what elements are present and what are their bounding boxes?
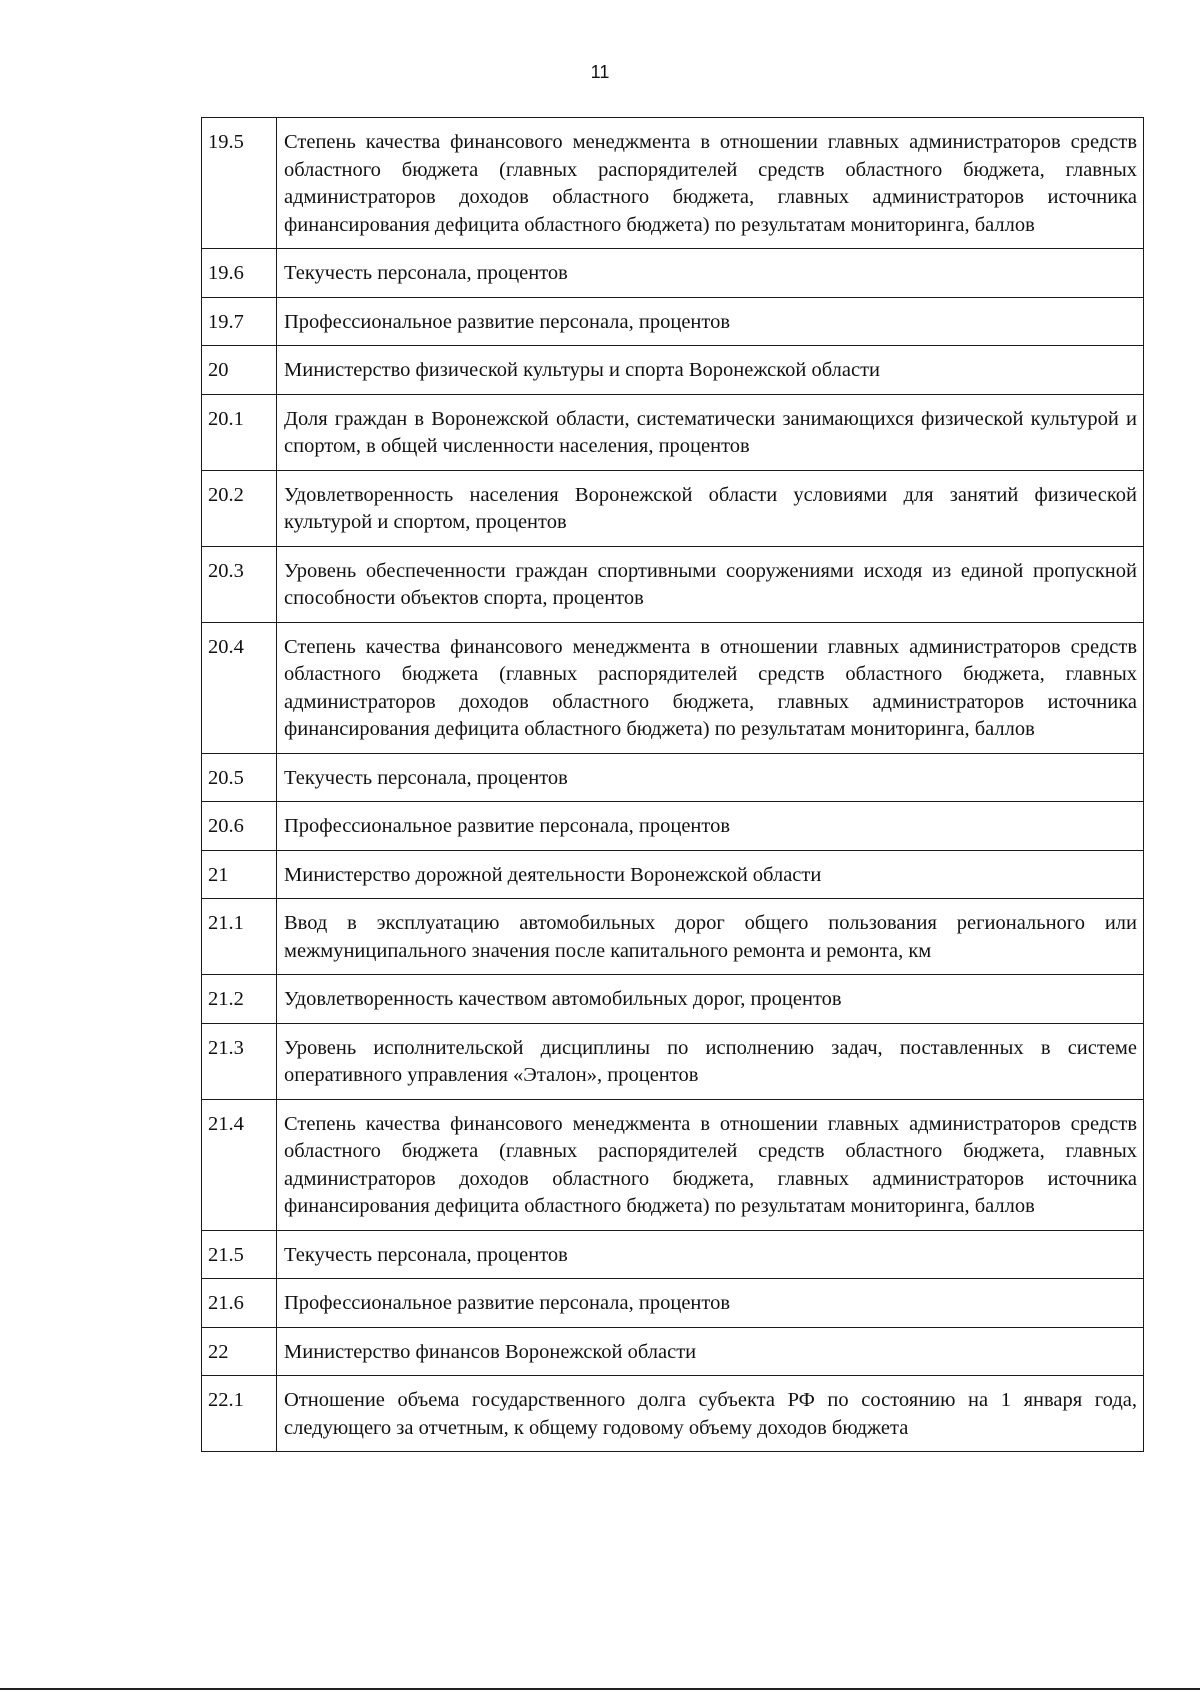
row-text: Министерство финансов Воронежской области [277,1327,1144,1376]
table-row [202,1279,1144,1328]
row-number: 19.5 [202,118,277,249]
row-number: 21.5 [202,1230,277,1279]
table-row [202,394,1144,470]
row-text: Министерство дорожной деятельности Воронежской области [277,850,1144,899]
table-row [202,1376,1144,1452]
row-number: 21.6 [202,1279,277,1328]
row-text: Удовлетворенность населения Воронежской области условиями для занятий физической культурой и спортом, процентов [277,470,1144,546]
page-number: 11 [590,62,610,82]
row-number: 20.2 [202,470,277,546]
row-number: 21 [202,850,277,899]
table-row [202,802,1144,851]
row-text: Уровень исполнительской дисциплины по исполнению задач, поставленных в системе оперативного управления «Эталон», процентов [277,1023,1144,1099]
table-row [202,850,1144,899]
table-row [202,546,1144,622]
row-number: 20.4 [202,622,277,753]
row-number: 19.6 [202,249,277,298]
row-text: Ввод в эксплуатацию автомобильных дорог общего пользования регионального или межмуниципального значения после капитального ремонта и ремонта, км [277,899,1144,975]
row-number: 22 [202,1327,277,1376]
table-row [202,1099,1144,1230]
row-number: 21.3 [202,1023,277,1099]
table-row [202,297,1144,346]
table-row [202,118,1144,249]
table-row [202,1023,1144,1099]
table-row [202,899,1144,975]
row-text: Текучесть персонала, процентов [277,1230,1144,1279]
row-number: 20 [202,346,277,395]
row-number: 22.1 [202,1376,277,1452]
table-row [202,470,1144,546]
table-row [202,753,1144,802]
table-row [202,975,1144,1024]
row-number: 20.5 [202,753,277,802]
row-number: 20.1 [202,394,277,470]
row-text: Профессиональное развитие персонала, процентов [277,1279,1144,1328]
row-number: 21.2 [202,975,277,1024]
row-text: Удовлетворенность качеством автомобильных дорог, процентов [277,975,1144,1024]
row-number: 20.3 [202,546,277,622]
row-text: Министерство физической культуры и спорта Воронежской области [277,346,1144,395]
scan-edge-line [0,1688,1200,1690]
row-number: 21.1 [202,899,277,975]
table-row [202,346,1144,395]
row-number: 21.4 [202,1099,277,1230]
row-text: Степень качества финансового менеджмента в отношении главных администраторов средств областного бюджета (главных распорядителей средств областного бюджета, главных администраторов доходов областного бюджета, главных администраторов источника финансирования дефицита областного бюджета) по результатам мониторинга, баллов [277,118,1144,249]
row-text: Степень качества финансового менеджмента в отношении главных администраторов средств областного бюджета (главных распорядителей средств областного бюджета, главных администраторов доходов областного бюджета, главных администраторов источника финансирования дефицита областного бюджета) по результатам мониторинга, баллов [277,1099,1144,1230]
table-row [202,1327,1144,1376]
row-number: 20.6 [202,802,277,851]
row-text: Доля граждан в Воронежской области, систематически занимающихся физической культурой и спортом, в общей численности населения, процентов [277,394,1144,470]
row-text: Профессиональное развитие персонала, процентов [277,297,1144,346]
row-text: Отношение объема государственного долга субъекта РФ по состоянию на 1 января года, следующего за отчетным, к общему годовому объему доходов бюджета [277,1376,1144,1452]
table-row [202,622,1144,753]
indicators-table [201,117,1144,1452]
row-text: Уровень обеспеченности граждан спортивными сооружениями исходя из единой пропускной способности объектов спорта, процентов [277,546,1144,622]
row-number: 19.7 [202,297,277,346]
row-text: Профессиональное развитие персонала, процентов [277,802,1144,851]
table-row [202,1230,1144,1279]
row-text: Текучесть персонала, процентов [277,249,1144,298]
table-row [202,249,1144,298]
row-text: Текучесть персонала, процентов [277,753,1144,802]
row-text: Степень качества финансового менеджмента в отношении главных администраторов средств областного бюджета (главных распорядителей средств областного бюджета, главных администраторов доходов областного бюджета, главных администраторов источника финансирования дефицита областного бюджета) по результатам мониторинга, баллов [277,622,1144,753]
